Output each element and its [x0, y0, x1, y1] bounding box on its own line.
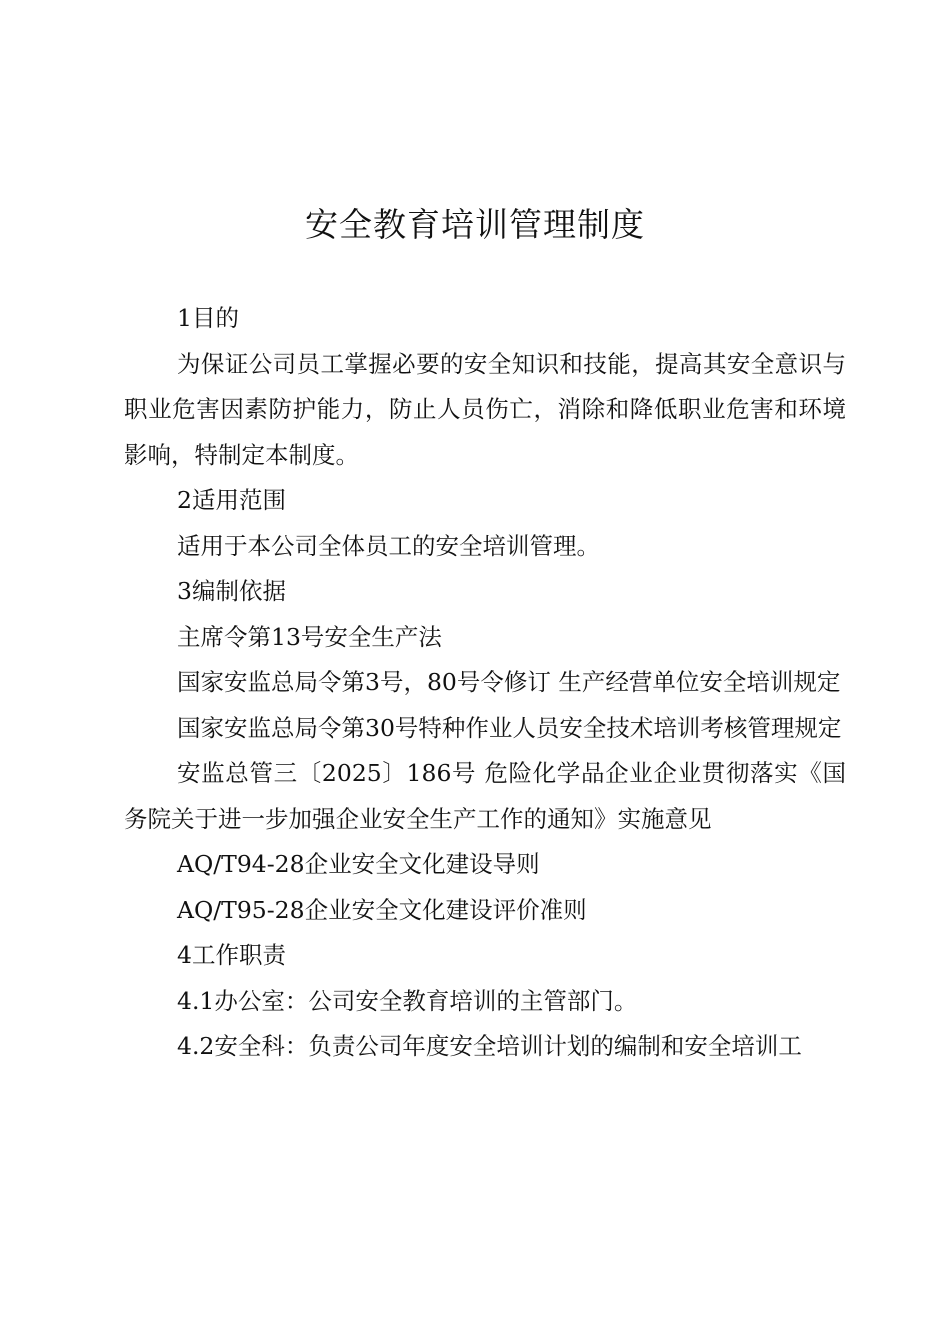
- basis-item: 国家安监总局令第30号特种作业人员安全技术培训考核管理规定: [177, 713, 842, 742]
- basis-item: AQ/T95-28企业安全文化建设评价准则: [177, 895, 587, 924]
- duty-item: 4.1办公室：公司安全教育培训的主管部门。: [177, 986, 638, 1015]
- section-heading-scope: 2适用范围: [177, 486, 286, 514]
- document-title: 安全教育培训管理制度: [305, 205, 645, 244]
- basis-item: AQ/T94-28企业安全文化建设导则: [177, 850, 540, 878]
- basis-item: 主席令第13号安全生产法: [177, 622, 442, 651]
- basis-item: 国家安监总局令第3号，80号令修订 生产经营单位安全培训规定: [177, 668, 841, 696]
- section-heading-duties: 4工作职责: [177, 941, 286, 969]
- duty-item: 4.2安全科：负责公司年度安全培训计划的编制和安全培训工: [177, 1032, 802, 1060]
- basis-item: 安监总管三〔2025〕186号 危险化学品企业企业贯彻落实《国务院关于进一步加强企业安全生产工作的通知》实施意见: [124, 759, 846, 833]
- document-body: [124, 296, 846, 1070]
- section-heading-purpose: 1目的: [177, 304, 239, 332]
- paragraph-scope: 适用于本公司全体员工的安全培训管理。: [177, 531, 600, 560]
- paragraph-purpose: 为保证公司员工掌握必要的安全知识和技能，提高其安全意识与职业危害因素防护能力，防止人员伤亡，消除和降低职业危害和环境影响，特制定本制度。: [124, 349, 846, 469]
- section-heading-basis: 3编制依据: [177, 577, 286, 605]
